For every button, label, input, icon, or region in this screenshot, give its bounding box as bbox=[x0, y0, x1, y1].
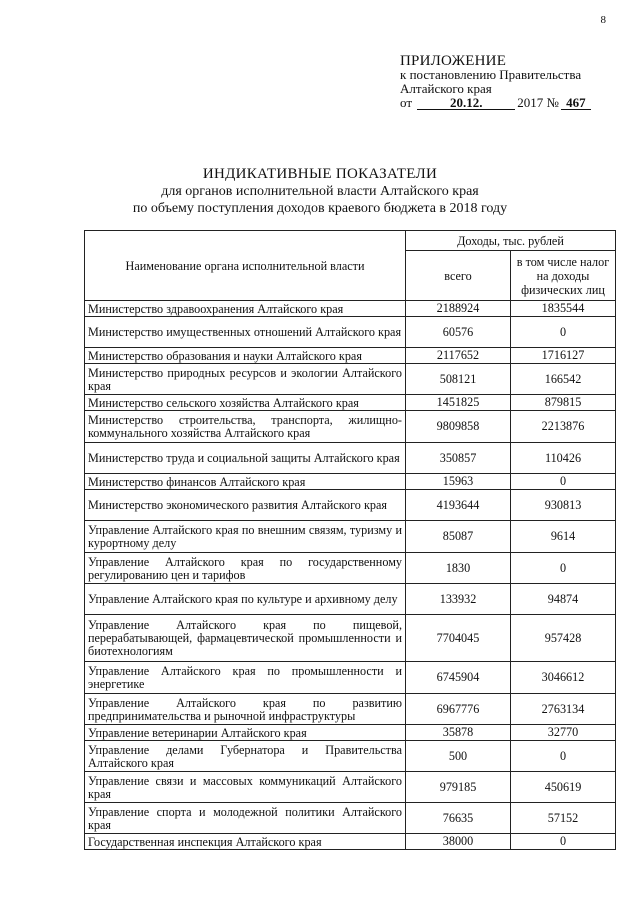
authority-name-cell: Управление ветеринарии Алтайского края bbox=[85, 725, 406, 741]
table-row bbox=[85, 521, 616, 553]
ndfl-cell: 0 bbox=[511, 474, 616, 490]
appendix-title: ПРИЛОЖЕНИЕ bbox=[400, 53, 507, 69]
ndfl-cell: 1716127 bbox=[511, 348, 616, 364]
header-ndfl: в том числе налог на доходы физических лиц bbox=[511, 251, 616, 301]
header-authority-name: Наименование органа исполнительной власти bbox=[85, 231, 406, 301]
heading-title: ИНДИКАТИВНЫЕ ПОКАЗАТЕЛИ bbox=[202, 166, 438, 182]
table-row bbox=[85, 725, 616, 741]
total-cell: 1830 bbox=[406, 553, 511, 584]
authority-name-cell: Министерство строительства, транспорта, жилищно-коммунального хозяйства Алтайского края bbox=[85, 411, 406, 443]
authority-name-cell: Управление Алтайского края по государственному регулированию цен и тарифов bbox=[85, 553, 406, 584]
authority-name-cell: Управление Алтайского края по промышленности и энергетике bbox=[85, 662, 406, 694]
ndfl-cell: 2213876 bbox=[511, 411, 616, 443]
table-row bbox=[85, 301, 616, 317]
total-cell: 2117652 bbox=[406, 348, 511, 364]
decree-year: 2017 bbox=[517, 95, 544, 110]
ndfl-cell: 2763134 bbox=[511, 694, 616, 725]
document-heading bbox=[0, 166, 640, 217]
total-cell: 76635 bbox=[406, 803, 511, 834]
indicators-table bbox=[84, 230, 616, 850]
appendix-date-line bbox=[400, 96, 591, 110]
total-cell: 1451825 bbox=[406, 395, 511, 411]
table-row bbox=[85, 553, 616, 584]
total-cell: 508121 bbox=[406, 364, 511, 395]
table-row bbox=[85, 443, 616, 474]
ndfl-cell: 957428 bbox=[511, 615, 616, 662]
table-row bbox=[85, 317, 616, 348]
table-row bbox=[85, 348, 616, 364]
ndfl-cell: 1835544 bbox=[511, 301, 616, 317]
table-row bbox=[85, 490, 616, 521]
ndfl-cell: 930813 bbox=[511, 490, 616, 521]
authority-name-cell: Министерство имущественных отношений Алтайского края bbox=[85, 317, 406, 348]
ndfl-cell: 0 bbox=[511, 834, 616, 850]
total-cell: 2188924 bbox=[406, 301, 511, 317]
authority-name-cell: Управление Алтайского края по культуре и архивному делу bbox=[85, 584, 406, 615]
appendix-block bbox=[400, 54, 591, 110]
from-label: от bbox=[400, 95, 413, 110]
ndfl-cell: 0 bbox=[511, 741, 616, 772]
ndfl-cell: 94874 bbox=[511, 584, 616, 615]
authority-name-cell: Управление Алтайского края по развитию предпринимательства и рыночной инфраструктуры bbox=[85, 694, 406, 725]
authority-name-cell: Министерство экономического развития Алтайского края bbox=[85, 490, 406, 521]
page-number: 8 bbox=[600, 14, 606, 26]
authority-name-cell: Управление связи и массовых коммуникаций Алтайского края bbox=[85, 772, 406, 803]
total-cell: 350857 bbox=[406, 443, 511, 474]
table-row bbox=[85, 395, 616, 411]
table-row bbox=[85, 772, 616, 803]
table-row bbox=[85, 364, 616, 395]
table-row bbox=[85, 584, 616, 615]
table-row bbox=[85, 474, 616, 490]
authority-name-cell: Министерство труда и социальной защиты Алтайского края bbox=[85, 443, 406, 474]
header-total: всего bbox=[406, 251, 511, 301]
heading-line-3: по объему поступления доходов краевого бюджета в 2018 году bbox=[132, 201, 508, 216]
table-row bbox=[85, 694, 616, 725]
table-row bbox=[85, 834, 616, 850]
authority-name-cell: Управление делами Губернатора и Правительства Алтайского края bbox=[85, 741, 406, 772]
total-cell: 35878 bbox=[406, 725, 511, 741]
table-row bbox=[85, 803, 616, 834]
appendix-line-2: Алтайского края bbox=[400, 81, 492, 96]
authority-name-cell: Министерство сельского хозяйства Алтайского края bbox=[85, 395, 406, 411]
total-cell: 6967776 bbox=[406, 694, 511, 725]
total-cell: 500 bbox=[406, 741, 511, 772]
ndfl-cell: 879815 bbox=[511, 395, 616, 411]
total-cell: 38000 bbox=[406, 834, 511, 850]
ndfl-cell: 0 bbox=[511, 317, 616, 348]
ndfl-cell: 9614 bbox=[511, 521, 616, 553]
ndfl-cell: 57152 bbox=[511, 803, 616, 834]
heading-line-2: для органов исполнительной власти Алтайского края bbox=[161, 184, 479, 199]
decree-number: 467 bbox=[561, 96, 591, 110]
ndfl-cell: 0 bbox=[511, 553, 616, 584]
header-income: Доходы, тыс. рублей bbox=[406, 231, 616, 251]
number-sign: № bbox=[546, 95, 559, 110]
authority-name-cell: Государственная инспекция Алтайского края bbox=[85, 834, 406, 850]
table-row bbox=[85, 741, 616, 772]
ndfl-cell: 450619 bbox=[511, 772, 616, 803]
ndfl-cell: 110426 bbox=[511, 443, 616, 474]
total-cell: 6745904 bbox=[406, 662, 511, 694]
authority-name-cell: Управление Алтайского края по пищевой, перерабатывающей, фармацевтической промышленности и биотехнологиям bbox=[85, 615, 406, 662]
authority-name-cell: Управление Алтайского края по внешним связям, туризму и курортному делу bbox=[85, 521, 406, 553]
total-cell: 7704045 bbox=[406, 615, 511, 662]
table-row bbox=[85, 615, 616, 662]
authority-name-cell: Управление спорта и молодежной политики Алтайского края bbox=[85, 803, 406, 834]
authority-name-cell: Министерство финансов Алтайского края bbox=[85, 474, 406, 490]
total-cell: 60576 bbox=[406, 317, 511, 348]
total-cell: 85087 bbox=[406, 521, 511, 553]
total-cell: 9809858 bbox=[406, 411, 511, 443]
ndfl-cell: 32770 bbox=[511, 725, 616, 741]
total-cell: 979185 bbox=[406, 772, 511, 803]
decree-date: 20.12. bbox=[417, 96, 515, 110]
total-cell: 15963 bbox=[406, 474, 511, 490]
ndfl-cell: 3046612 bbox=[511, 662, 616, 694]
appendix-line-1: к постановлению Правительства bbox=[400, 67, 582, 82]
table-row bbox=[85, 662, 616, 694]
table-row bbox=[85, 411, 616, 443]
ndfl-cell: 166542 bbox=[511, 364, 616, 395]
authority-name-cell: Министерство здравоохранения Алтайского края bbox=[85, 301, 406, 317]
authority-name-cell: Министерство природных ресурсов и экологии Алтайского края bbox=[85, 364, 406, 395]
total-cell: 133932 bbox=[406, 584, 511, 615]
authority-name-cell: Министерство образования и науки Алтайского края bbox=[85, 348, 406, 364]
total-cell: 4193644 bbox=[406, 490, 511, 521]
